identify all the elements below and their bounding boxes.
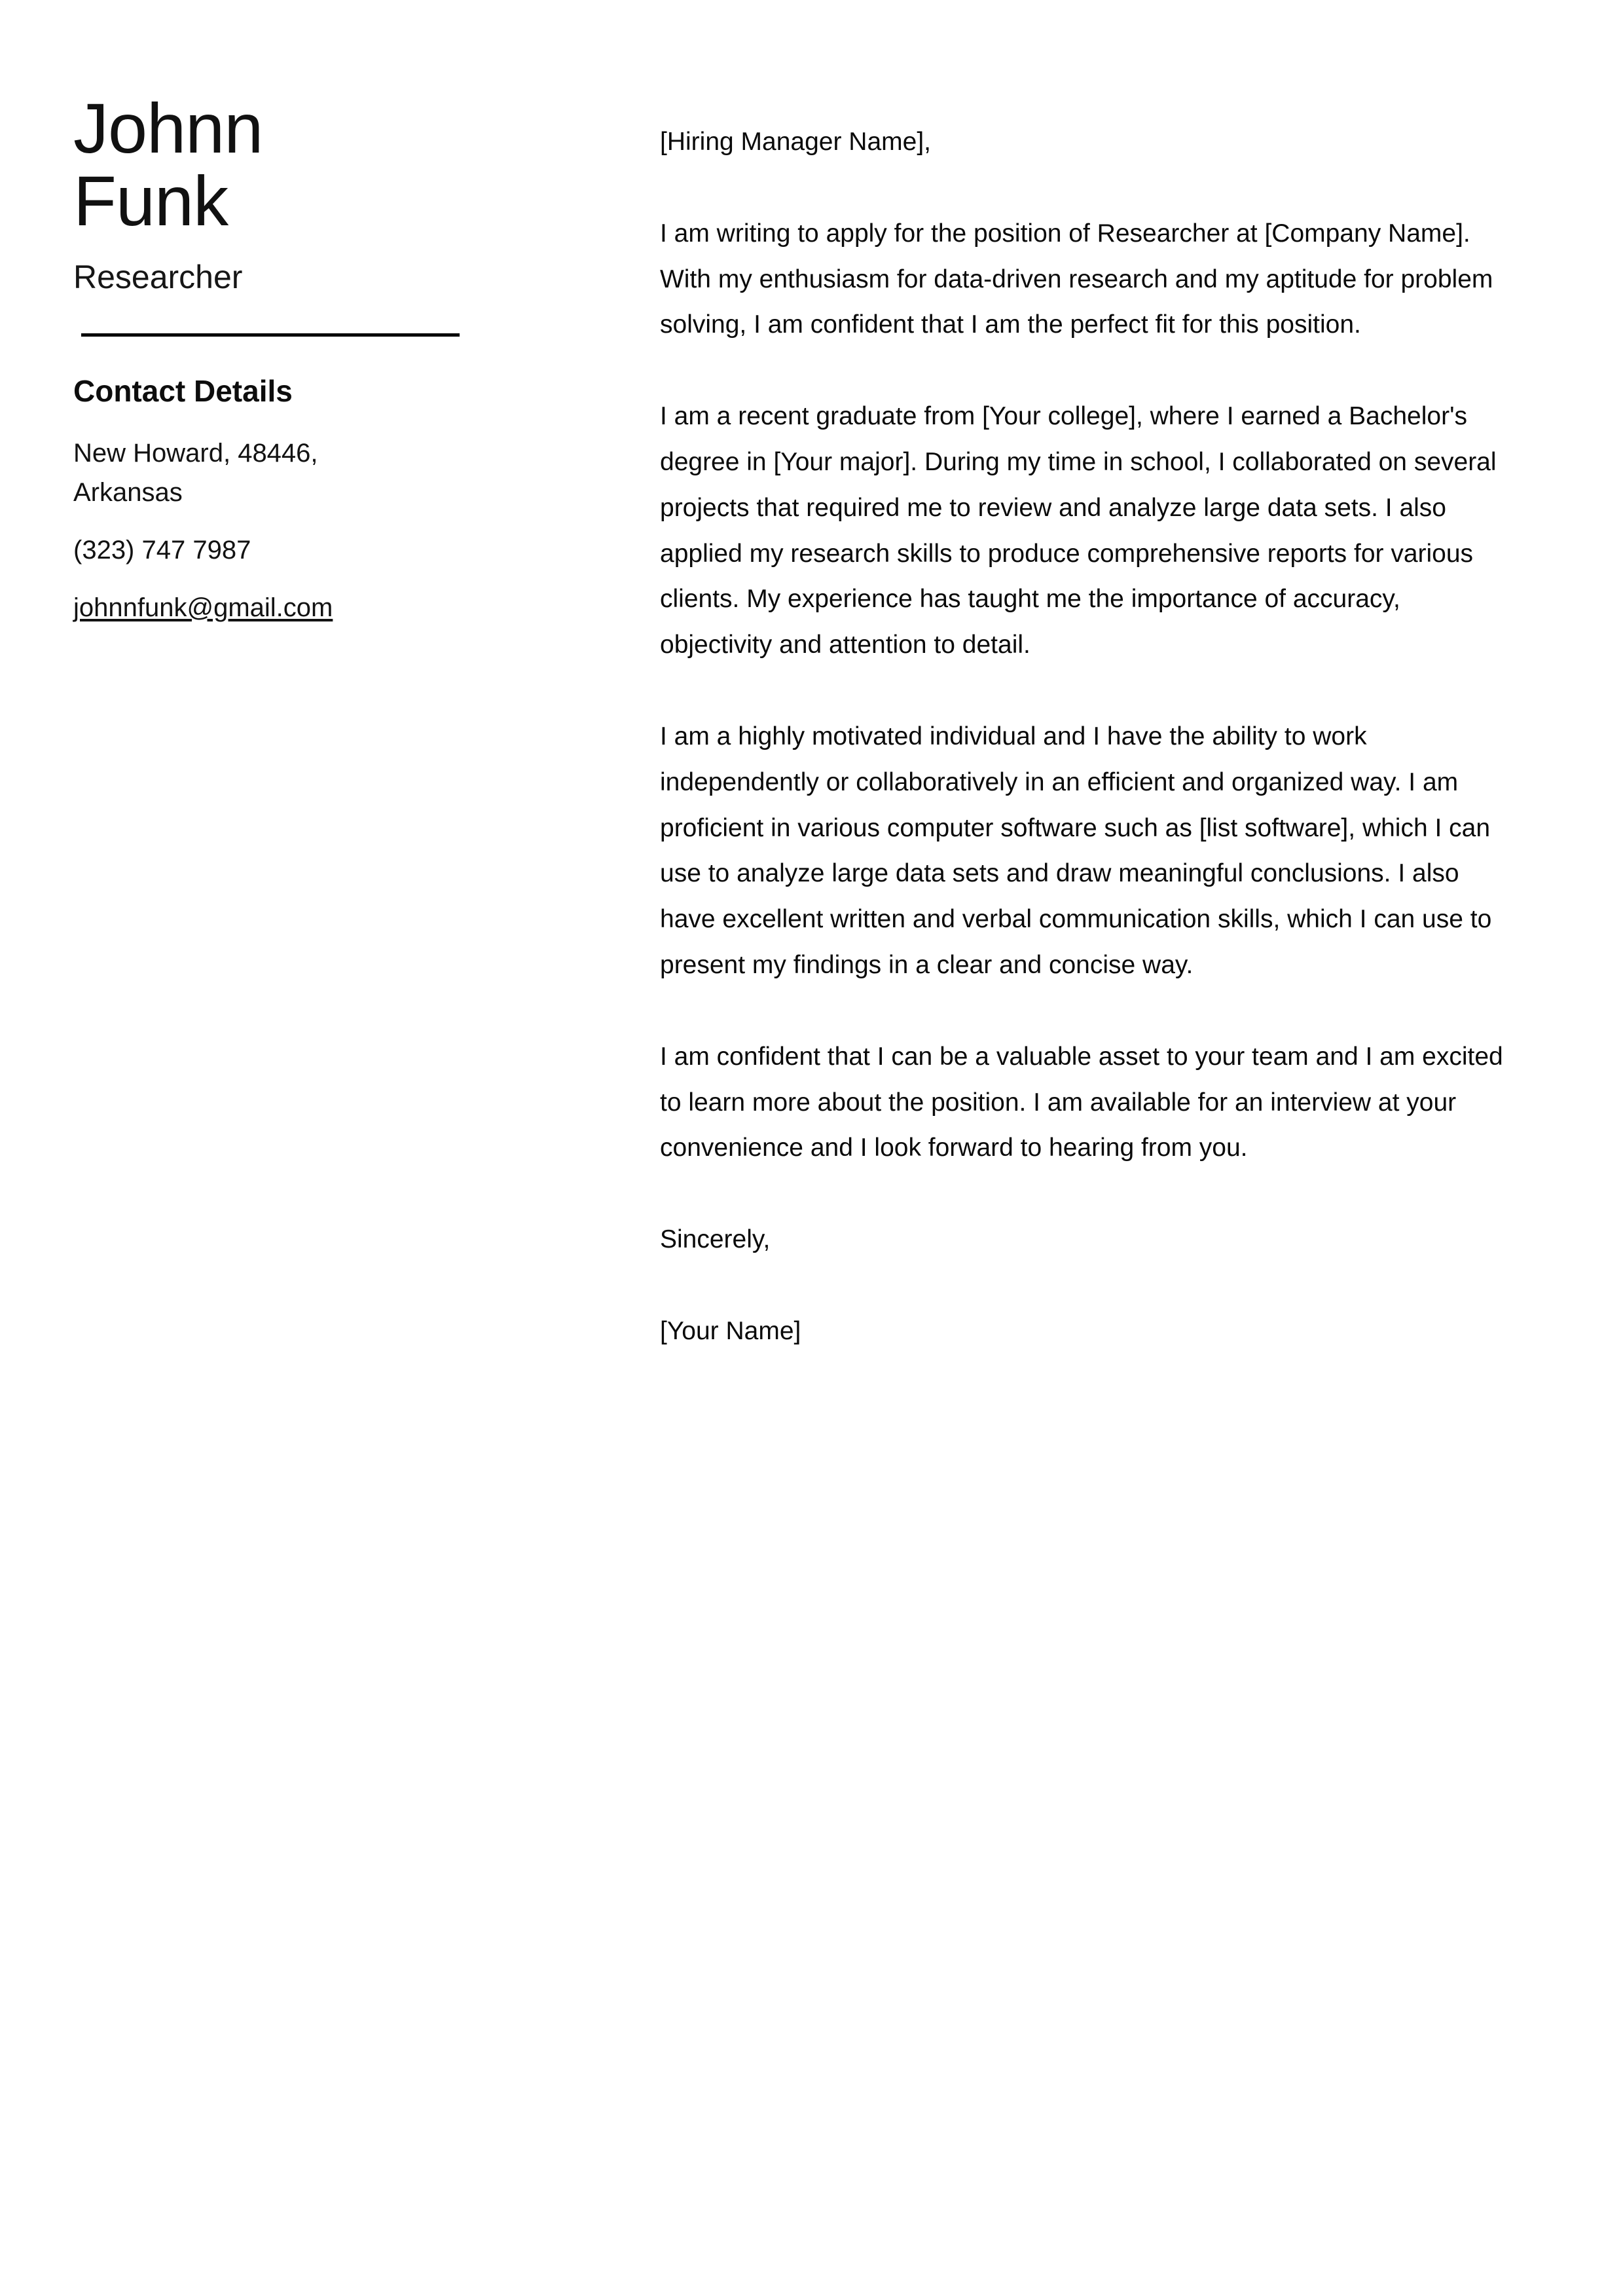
letter-closing: Sincerely,: [660, 1225, 771, 1254]
letter-paragraph-1: I am writing to apply for the position of Researcher at [Company Name]. With my enthusiasm for data-driven research and my aptitude for problem solving, I am confident that I am the perfect fit for this position.: [660, 219, 1493, 339]
letter-salutation: [Hiring Manager Name],: [660, 128, 931, 156]
contact-address: New Howard, 48446, Arkansas: [73, 438, 318, 507]
letter-paragraph-4: I am confident that I can be a valuable asset to your team and I am excited to learn more about the position. I am available for an interview at your convenience and I look forward to hearing from you.: [660, 1042, 1503, 1162]
last-name: Funk: [73, 161, 228, 241]
letter-body: [660, 119, 1504, 1354]
contact-email-link[interactable]: johnnfunk@gmail.com: [73, 593, 333, 622]
contact-phone: (323) 747 7987: [73, 535, 251, 565]
job-title: Researcher: [73, 259, 243, 296]
letter-paragraph-3: I am a highly motivated individual and I have the ability to work independently or collaboratively in an efficient and organized way. I am proficient in various computer software such as [list software], which I can use to analyze large data sets and draw meaningful conclusions. I also have excellent written and verbal communication skills, which I can use to present my findings in a clear and concise way.: [660, 722, 1492, 979]
contact-details-heading: Contact Details: [73, 374, 293, 409]
header-divider: [81, 333, 460, 337]
first-name: Johnn: [73, 88, 263, 168]
sidebar: [73, 88, 492, 627]
letter-paragraph-2: I am a recent graduate from [Your college], where I earned a Bachelor's degree in [Your major]. During my time in school, I collaborated on several projects that required me to review and analyze large data sets. I also applied my research skills to produce comprehensive reports for various clients. My experience has taught me the importance of accuracy, objectivity and attention to detail.: [660, 402, 1497, 659]
contact-details-list: [73, 434, 492, 627]
candidate-name: [73, 88, 492, 241]
contact-email-row: [73, 588, 414, 627]
letter-signature: [Your Name]: [660, 1316, 801, 1345]
